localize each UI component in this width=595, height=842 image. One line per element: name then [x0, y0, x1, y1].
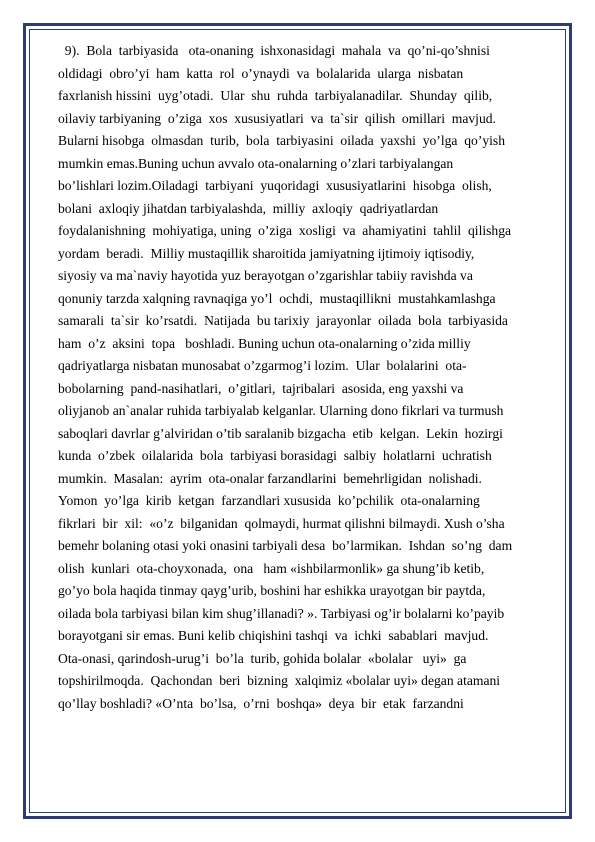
text-line: bo’lishlari lozim.Oiladagi tarbiyani yuqoridagi xususiyatlarini hisobga olish, — [58, 178, 492, 193]
text-line: ham o’z aksini topa boshladi. Buning uchun ota-onalarning o’zida milliy — [58, 335, 471, 351]
text-line: samarali ta`sir ko’rsatdi. Natijada bu tarixiy jarayonlar oilada bola tarbiyasida — [58, 313, 508, 328]
text-line: oldidagi obro’yi ham katta rol o’ynaydi va bolalarida ularga nisbatan — [58, 65, 464, 81]
text-line: topshirilmoqda. Qachondan beri bizning xalqimiz «bolalar uyi» degan atamani — [58, 673, 501, 688]
text-line: qo’llay boshladi? «O’nta bo’lsa, o’rni boshqa» deya bir etak farzandni — [58, 695, 464, 711]
text-line: yordam beradi. Milliy mustaqillik sharoitida jamiyatning ijtimoiy iqtisodiy, — [58, 245, 475, 261]
text-line: 9). Bola tarbiyasida ota-onaning ishxonasidagi mahala va qo’ni-qo’shnisi — [58, 43, 490, 58]
text-line: fikrlari bir xil: «o’z bilganidan qolmaydi, hurmat qilishni bilmaydi. Xush o’sha — [58, 515, 505, 531]
text-line: siyosiy va ma`naviy hayotida yuz berayotgan o’zgarishlar tabiiy ravishda va — [58, 268, 473, 283]
text-line: go’yo bola haqida tinmay qayg’urib, boshini har eshikka urayotgan bir paytda, — [58, 583, 486, 598]
text-line: Yomon yo’lga kirib ketgan farzandlari xususida ko’pchilik ota-onalarning — [58, 493, 480, 508]
text-line: mumkin. Masalan: ayrim ota-onalar farzandlarini bemehrligidan nolishadi. — [58, 470, 482, 486]
text-line: oliyjanob an`analar ruhida tarbiyalab kelganlar. Ularning dono fikrlari va turmush — [58, 403, 504, 418]
text-line: bobolarning pand-nasihatlari, o’gitlari, tajribalari asosida, eng yaxshi va — [58, 380, 464, 396]
text-line: Bularni hisobga olmasdan turib, bola tarbiyasini oilada yaxshi yo’lga qo’yish — [58, 133, 506, 148]
text-line: Ota-onasi, qarindosh-urug’i bo’la turib, gohida bolalar «bolalar uyi» ga — [58, 650, 467, 666]
text-line: foydalanishning mohiyatiga, uning o’ziga xosligi va ahamiyatini tahlil qilishga — [58, 223, 512, 238]
text-line: oilada bola tarbiyasi bilan kim shug’illanadi? ». Tarbiyasi og’ir bolalarni ko’payib — [58, 605, 505, 621]
text-line: qonuniy tarzda xalqning ravnaqiga yo’l ochdi, mustaqillikni mustahkamlashga — [58, 290, 496, 306]
text-line: oilaviy tarbiyaning o’ziga xos xususiyatlari va ta`sir qilish omillari mavjud. — [58, 110, 496, 126]
text-line: faxrlanish hissini uyg’otadi. Ular shu ruhda tarbiyalanadilar. Shunday qilib, — [58, 88, 493, 103]
text-line: qadriyatlarga nisbatan munosabat o’zgarmog’i lozim. Ular bolalarini ota- — [58, 358, 467, 373]
text-line: bemehr bolaning otasi yoki onasini tarbiyali desa bo’larmikan. Ishdan so’ng dam — [58, 538, 513, 553]
document-body — [58, 40, 553, 715]
text-line: saboqlari davrlar g’alviridan o’tib saralanib bizgacha etib kelgan. Lekin hozirgi — [58, 425, 503, 441]
text-line: kunda o’zbek oilalarida bola tarbiyasi borasidagi salbiy holatlarni uchratish — [58, 448, 492, 463]
text-line: olish kunlari ota-choyxonada, ona ham «ishbilarmonlik» ga shung’ib ketib, — [58, 560, 485, 576]
text-line: mumkin emas.Buning uchun avvalo ota-onalarning o’zlari tarbiyalangan — [58, 155, 454, 171]
text-line: borayotgani sir emas. Buni kelib chiqishini tashqi va ichki sabablari mavjud. — [58, 628, 489, 643]
text-line: bolani axloqiy jihatdan tarbiyalashda, milliy axloqiy qadriyatlardan — [58, 200, 439, 216]
